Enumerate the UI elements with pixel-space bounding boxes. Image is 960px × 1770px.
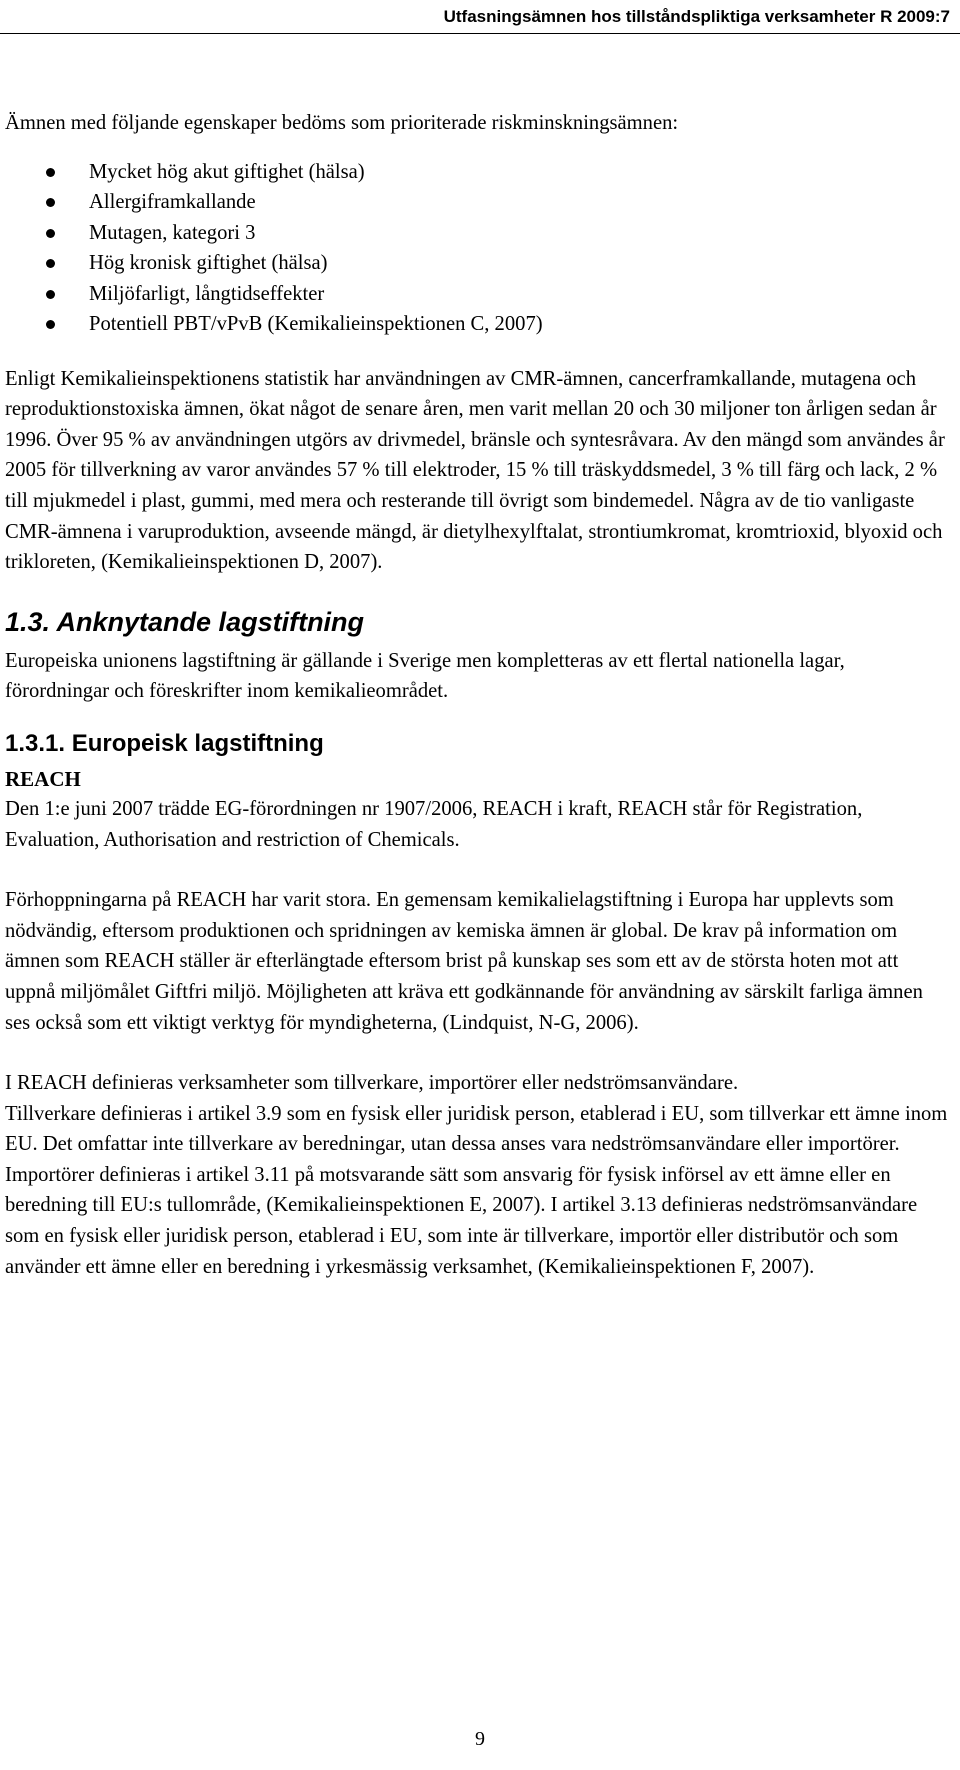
list-item-text: Miljöfarligt, långtidseffekter <box>89 282 325 305</box>
running-header: Utfasningsämnen hos tillståndspliktiga verksamheter R 2009:7 <box>443 7 950 26</box>
criteria-list <box>5 157 950 340</box>
reach-intro-paragraph: Den 1:e juni 2007 trädde EG-förordningen nr 1907/2006, REACH i kraft, REACH står för Registration, Evaluation, Authorisation and restriction of Chemicals. <box>5 797 863 851</box>
subsection-heading: 1.3.1. Europeisk lagstiftning <box>5 729 324 757</box>
bullet-icon <box>46 320 55 329</box>
bullet-icon <box>46 198 55 207</box>
bullet-icon <box>46 168 55 177</box>
list-item <box>5 187 950 218</box>
list-item-text: Mycket hög akut giftighet (hälsa) <box>89 160 365 183</box>
list-item-text: Potentiell PBT/vPvB (Kemikalieinspektionen C, 2007) <box>89 313 543 336</box>
manufacturer-definition-paragraph: Tillverkare definieras i artikel 3.9 som en fysisk eller juridisk person, etablerad i EU, som tillverkar ett ämne inom EU. Det omfattar inte tillverkare av beredningar, utan dessa anses vara nedströmsanvändare eller importörer. Importörer definieras i artikel 3.11 på motsvarande sätt som ansvarig för fysisk införsel av ett ämne eller en beredning till EU:s tullområde, (Kemikalieinspektionen E, 2007). I artikel 3.13 definieras nedströmsanvändare som en fysisk eller juridisk person, etablerad i EU, som inte är tillverkare, importör eller distributör och som använder ett ämne eller en beredning i yrkesmässig verksamhet, (Kemikalieinspektionen F, 2007). <box>5 1102 948 1278</box>
list-item <box>5 309 950 340</box>
legislation-intro-paragraph: Europeiska unionens lagstiftning är gällande i Sverige men kompletteras av ett flertal nationella lagar, förordningar och föreskrifter inom kemikalieområdet. <box>5 649 845 703</box>
list-item-text: Mutagen, kategori 3 <box>89 221 256 244</box>
list-item <box>5 218 950 249</box>
list-item-text: Allergiframkallande <box>89 191 256 214</box>
reach-heading: REACH <box>5 766 81 791</box>
bullet-icon <box>46 290 55 299</box>
reach-definitions-paragraph: I REACH definieras verksamheter som tillverkare, importörer eller nedströmsanvändare. <box>5 1072 739 1095</box>
list-item <box>5 157 950 188</box>
intro-paragraph: Ämnen med följande egenskaper bedöms som prioriterade riskminskningsämnen: <box>5 112 679 134</box>
list-item <box>5 248 950 279</box>
section-heading: 1.3. Anknytande lagstiftning <box>5 606 365 637</box>
header-rule <box>0 33 960 34</box>
page-number: 9 <box>475 1728 485 1750</box>
bullet-icon <box>46 259 55 268</box>
page-content <box>5 108 950 1282</box>
reach-expectations-paragraph: Förhoppningarna på REACH har varit stora. En gemensam kemikalielagstiftning i Europa har upplevts som nödvändig, eftersom produktionen och spridningen av kemiska ämnen är global. De krav på information om ämnen som REACH ställer är efterlängtade eftersom brist på kunskap ses som ett av de största hoten mot att uppnå miljömålet Giftfri miljö. Möjligheten att kräva ett godkännande för användning av särskilt farliga ämnen ses också som ett viktigt verktyg för myndigheterna, (Lindquist, N-G, 2006). <box>5 889 923 1034</box>
list-item-text: Hög kronisk giftighet (hälsa) <box>89 252 328 275</box>
bullet-icon <box>46 229 55 238</box>
list-item <box>5 279 950 310</box>
cmr-statistics-paragraph: Enligt Kemikalieinspektionens statistik har användningen av CMR-ämnen, cancerframkallande, mutagena och reproduktionstoxiska ämnen, ökat något de senare åren, men varit mellan 20 och 30 miljoner ton årligen sedan år 1996. Över 95 % av användningen utgörs av drivmedel, bränsle och syntesråvara. Av den mängd som användes år 2005 för tillverkning av varor användes 57 % till elektroder, 15 % till träskyddsmedel, 3 % till färg och lack, 2 % till mjukmedel i plast, gummi, med mera och resterande till övrigt som bindemedel. Några av de tio vanligaste CMR-ämnena i varuproduktion, avseende mängd, är dietylhexylftalat, strontiumkromat, kromtrioxid, blyoxid och trikloreten, (Kemikalieinspektionen D, 2007). <box>5 367 945 574</box>
